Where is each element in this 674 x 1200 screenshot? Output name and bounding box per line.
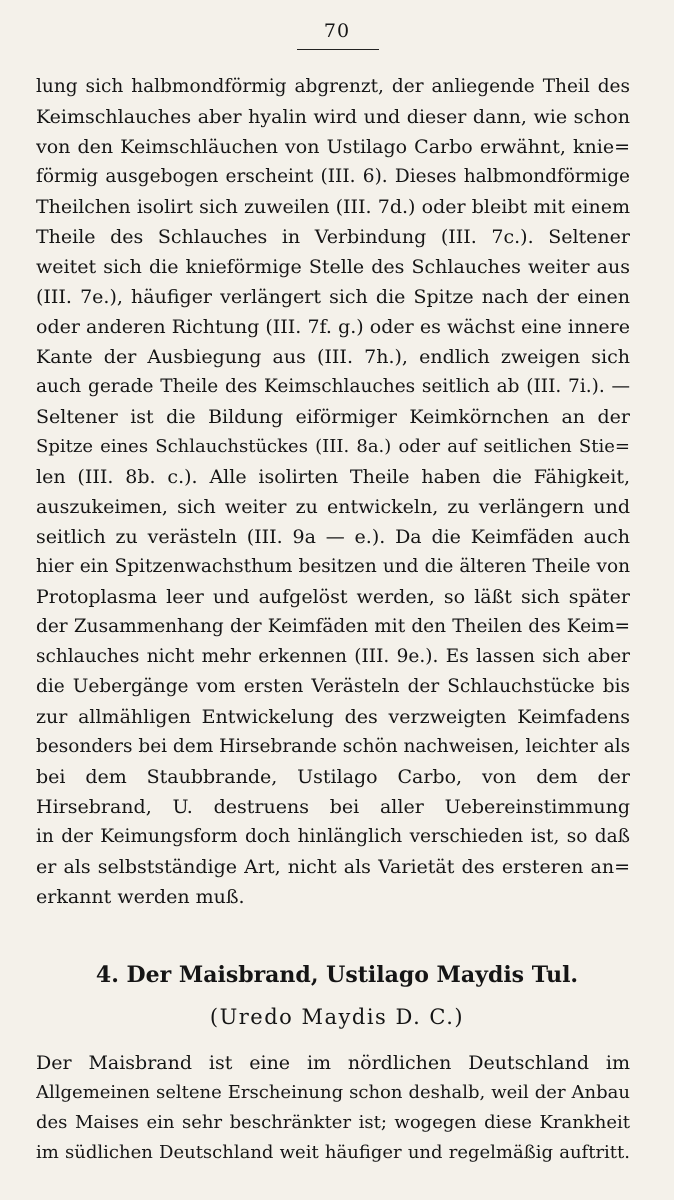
text-line: von den Keimschläuchen von Ustilago Carbo erwähnt, knie= [36,136,630,158]
text-line: Keimschlauches aber hyalin wird und dieser dann, wie schon [36,106,630,128]
text-line: förmig ausgebogen erscheint (III. 6). Dieses halbmondförmige [36,166,630,187]
section-subheading: (Uredo Maydis D. C.) [209,1005,465,1029]
text-line: Protoplasma leer und aufgelöst werden, so läßt sich später [36,586,630,608]
text-line: er als selbstständige Art, nicht als Varietät des ersteren an= [36,856,630,878]
text-line: auch gerade Theile des Keimschlauches seitlich ab (III. 7i.). — [36,376,630,397]
text-line: Hirsebrand, U. destruens bei aller Uebereinstimmung [36,796,630,818]
text-line: bei dem Staubbrande, Ustilago Carbo, von dem der [36,766,630,788]
text-line: weitet sich die knieförmige Stelle des Schlauches weiter aus [36,256,630,278]
text-line: Spitze eines Schlauchstückes (III. 8a.) oder auf seitlichen Stie= [36,436,630,457]
text-line: Der Maisbrand ist eine im nördlichen Deutschland im [36,1052,630,1074]
text-line: hier ein Spitzenwachsthum besitzen und die älteren Theile von [36,556,630,577]
text-line: zur allmähligen Entwickelung des verzweigten Keimfadens [36,706,630,728]
text-line: schlauches nicht mehr erkennen (III. 9e.). Es lassen sich aber [36,646,630,667]
text-line: (III. 7e.), häufiger verlängert sich die Spitze nach der einen [36,286,630,308]
text-line: erkannt werden muß. [36,886,245,908]
text-line: oder anderen Richtung (III. 7f. g.) oder es wächst eine innere [36,316,630,338]
text-line: auszukeimen, sich weiter zu entwickeln, zu verlängern und [36,496,630,518]
text-line: len (III. 8b. c.). Alle isolirten Theile haben die Fähigkeit, [36,466,630,488]
text-line: Allgemeinen seltene Erscheinung schon deshalb, weil der Anbau [36,1082,630,1103]
text-line: der Zusammenhang der Keimfäden mit den Theilen des Keim= [36,616,630,637]
text-line: Kante der Ausbiegung aus (III. 7h.), endlich zweigen sich [36,346,630,368]
section-heading: 4. Der Maisbrand, Ustilago Maydis Tul. [95,962,579,988]
text-line: in der Keimungsform doch hinlänglich verschieden ist, so daß [36,826,630,847]
text-line: die Uebergänge vom ersten Verästeln der Schlauchstücke bis [36,676,630,697]
text-line: Theilchen isolirt sich zuweilen (III. 7d.) oder bleibt mit einem [36,196,630,218]
header-rule [297,49,379,50]
text-line: besonders bei dem Hirsebrande schön nachweisen, leichter als [36,736,630,757]
text-line: des Maises ein sehr beschränkter ist; wogegen diese Krankheit [36,1112,630,1133]
text-line: Theile des Schlauches in Verbindung (III. 7c.). Seltener [36,226,630,248]
text-line: seitlich zu verästeln (III. 9a — e.). Da die Keimfäden auch [36,526,630,548]
text-line: lung sich halbmondförmig abgrenzt, der anliegende Theil des [36,76,630,97]
text-line: im südlichen Deutschland weit häufiger und regelmäßig auftritt. [36,1142,630,1163]
page-number: 70 [323,20,351,42]
text-line: Seltener ist die Bildung eiförmiger Keimkörnchen an der [36,406,630,428]
